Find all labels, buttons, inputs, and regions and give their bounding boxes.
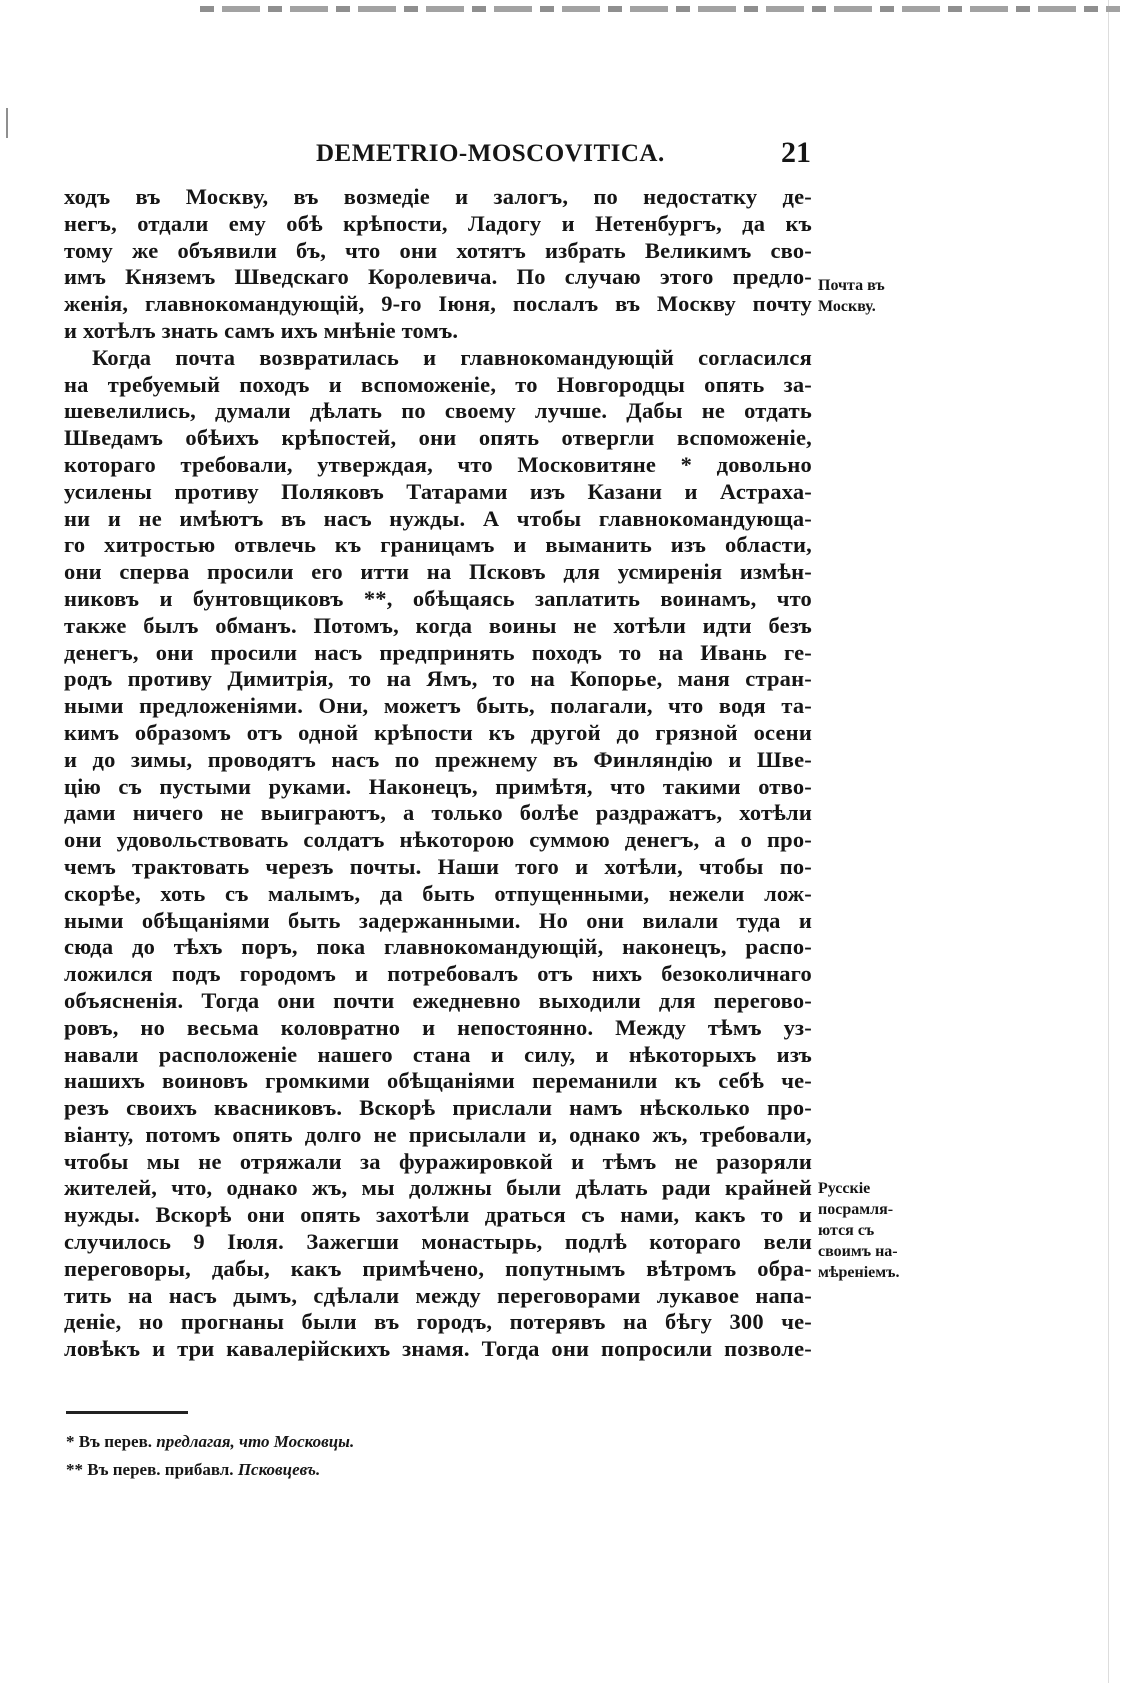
text-line: навали расположеніе нашего стана и силу, и нѣкоторыхъ изъ bbox=[64, 1041, 812, 1067]
text-line: ловѣкъ и три кавалерійскихъ знамя. Тогда они попросили позволе- bbox=[64, 1336, 812, 1362]
text-line: резъ своихъ квасниковъ. Вскорѣ прислали намъ нѣсколько про- bbox=[64, 1095, 812, 1121]
page-number: 21 bbox=[781, 136, 811, 169]
footnote-marker: * Въ перев. bbox=[66, 1432, 153, 1451]
text-line: они удовольствовать солдатъ нѣкоторою суммою денегъ, а о про- bbox=[64, 827, 812, 853]
margin-note-line: Русскіе bbox=[818, 1180, 871, 1197]
text-line: чемъ трактовать черезъ почты. Наши того и хотѣли, чтобы по- bbox=[64, 853, 812, 879]
text-line: ложился подъ городомъ и потребовалъ отъ нихъ безоколичнаго bbox=[64, 961, 812, 987]
scan-edge-right bbox=[1108, 0, 1109, 1683]
text-line: віанту, потомъ опять долго не присылали и, однако жъ, требовали, bbox=[64, 1121, 812, 1147]
text-line: нашихъ воиновъ громкими обѣщаніями переманили къ себѣ че- bbox=[64, 1068, 812, 1094]
text-line: го хитростью отвлечь къ границамъ и выманить изъ области, bbox=[64, 532, 812, 558]
page-header bbox=[316, 136, 811, 176]
text-line: случилось 9 Іюля. Зажегши монастырь, подлѣ котораго вели bbox=[64, 1229, 812, 1255]
text-line: и хотѣлъ знать самъ ихъ мнѣніе томъ. bbox=[64, 317, 459, 343]
footnotes bbox=[66, 1428, 354, 1484]
margin-note-line: Москву. bbox=[818, 298, 876, 315]
text-line: Шведамъ обѣихъ крѣпостей, они опять отвергли вспоможеніе, bbox=[64, 425, 812, 451]
margin-note-line: ются съ bbox=[818, 1222, 875, 1239]
text-line: скорѣе, хоть съ малымъ, да быть отпущенными, нежели лож- bbox=[64, 880, 812, 906]
text-line: имъ Княземъ Шведскаго Королевича. По случаю этого предло- bbox=[64, 264, 812, 290]
text-line: они сперва просили его итти на Псковъ для усмиренія измѣн- bbox=[64, 559, 812, 585]
text-line: и до зимы, проводятъ насъ по прежнему въ Финляндію и Шве- bbox=[64, 746, 812, 772]
scan-edge-top bbox=[200, 6, 1120, 12]
text-line: тому же объявили бъ, что они хотятъ избрать Великимъ сво- bbox=[64, 237, 812, 263]
scan-mark-left bbox=[6, 108, 8, 138]
text-line: ными обѣщаніями быть задержанными. Но они вилали туда и bbox=[64, 907, 812, 933]
text-line: женія, главнокомандующій, 9-го Іюня, послалъ въ Москву почту bbox=[64, 291, 812, 317]
body-text bbox=[64, 184, 812, 1363]
text-line: денегъ, они просили насъ предпринять походъ то на Ивань ге- bbox=[64, 639, 812, 665]
text-line: шевелились, думали дѣлать по своему лучше. Дабы не отдать bbox=[64, 398, 812, 424]
text-line: деніе, но прогнаны были въ городъ, потерявъ на бѣгу 300 че- bbox=[64, 1309, 812, 1335]
text-line: негъ, отдали ему обѣ крѣпости, Ладогу и Нетенбургъ, да къ bbox=[64, 210, 812, 236]
text-line: объясненія. Тогда они почти ежедневно выходили для перегово- bbox=[64, 987, 812, 1013]
text-line: дами ничего не выиграютъ, а только болѣе раздражатъ, хотѣли bbox=[64, 800, 812, 826]
text-line: нужды. Вскорѣ они опять захотѣли драться съ нами, какъ то и bbox=[64, 1202, 812, 1228]
footnote-1 bbox=[66, 1428, 354, 1456]
text-line: также былъ обманъ. Потомъ, когда воины не хотѣли идти безъ bbox=[64, 612, 812, 638]
footnote-2 bbox=[66, 1456, 354, 1484]
text-line: родъ противу Димитрія, то на Ямъ, то на Копорье, маня стран- bbox=[64, 666, 812, 692]
text-line: чтобы мы не отряжали за фуражировкой и тѣмъ не разоряли bbox=[64, 1148, 812, 1174]
text-line: кимъ образомъ отъ одной крѣпости къ другой до грязной осени bbox=[64, 719, 812, 745]
text-line: усилены противу Поляковъ Татарами изъ Казани и Астраха- bbox=[64, 478, 812, 504]
margin-note-line: своимъ на- bbox=[818, 1243, 898, 1260]
margin-note-post bbox=[818, 275, 885, 317]
text-line: Когда почта возвратилась и главнокомандующій согласился bbox=[92, 344, 812, 370]
text-line: ровъ, но весьма коловратно и непостоянно. Между тѣмъ уз- bbox=[64, 1014, 812, 1040]
margin-note-russians bbox=[818, 1178, 900, 1283]
footnote-marker: ** Въ перев. прибавл. bbox=[66, 1460, 234, 1479]
margin-note-line: мѣреніемъ. bbox=[818, 1264, 900, 1281]
text-line: котораго требовали, утверждая, что Московитяне * довольно bbox=[64, 451, 812, 477]
text-line: никовъ и бунтовщиковъ **, обѣщаясь заплатить воинамъ, что bbox=[64, 585, 812, 611]
text-line: переговоры, дабы, какъ примѣчено, попутнымъ вѣтромъ обра- bbox=[64, 1255, 812, 1281]
margin-note-line: посрамля- bbox=[818, 1201, 894, 1218]
footnote-text: Псковцевъ. bbox=[237, 1460, 321, 1479]
running-title: DEMETRIO-MOSCOVITICA. bbox=[316, 140, 665, 167]
footnote-rule bbox=[66, 1411, 188, 1414]
footnote-text: предлагая, что Московцы. bbox=[156, 1432, 355, 1451]
text-line: ни и не имѣютъ въ насъ нужды. А чтобы главнокомандующа- bbox=[64, 505, 812, 531]
text-line: цію съ пустыми руками. Наконецъ, примѣтя, что такими отво- bbox=[64, 773, 812, 799]
text-line: сюда до тѣхъ поръ, пока главнокомандующій, наконецъ, распо- bbox=[64, 934, 812, 960]
text-line: на требуемый походъ и вспоможеніе, то Новгородцы опять за- bbox=[64, 371, 812, 397]
text-line: ходъ въ Москву, въ возмедіе и залогъ, по недостатку де- bbox=[64, 184, 812, 209]
margin-note-line: Почта въ bbox=[818, 277, 885, 294]
text-line: жителей, что, однако жъ, мы должны были дѣлать ради крайней bbox=[64, 1175, 812, 1201]
text-line: тить на насъ дымъ, сдѣлали между переговорами лукавое напа- bbox=[64, 1282, 812, 1308]
text-line: ными предложеніями. Они, можетъ быть, полагали, что водя та- bbox=[64, 693, 812, 719]
